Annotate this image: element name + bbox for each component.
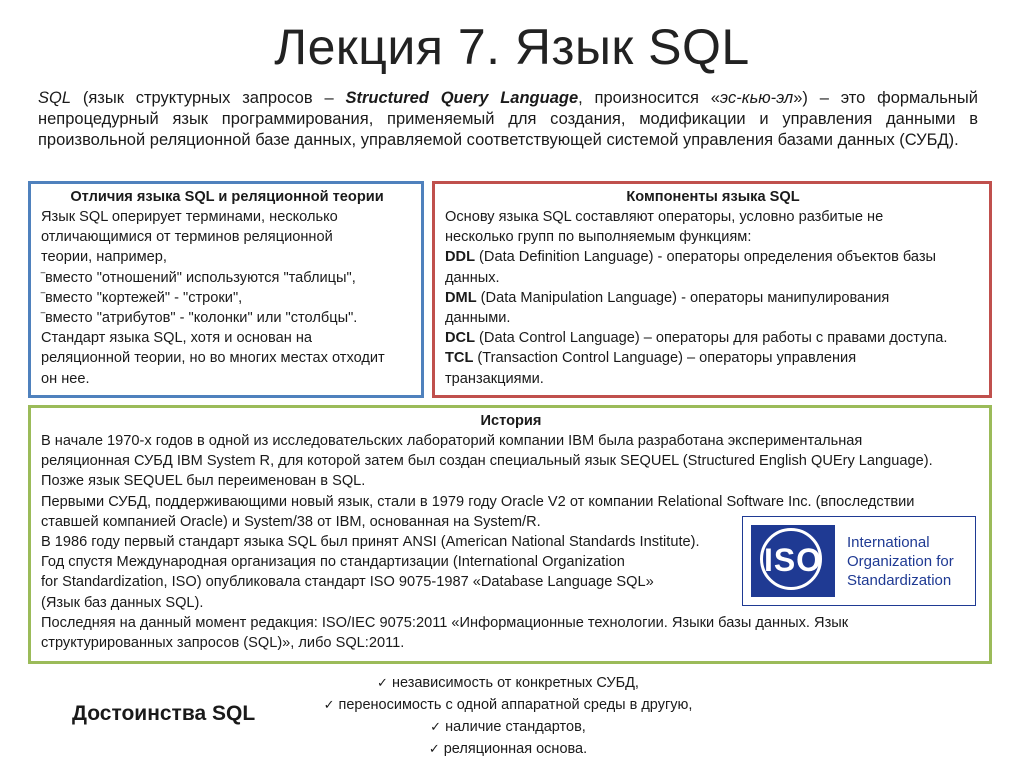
history-line: (Язык баз данных SQL). — [41, 594, 204, 611]
component-item-dml: DML (Data Manipulation Language) - операторы манипулирования — [445, 289, 890, 306]
history-line: В 1986 году первый стандарт языка SQL был принят ANSI (American National Standards Institute). — [41, 534, 700, 551]
iso-organization-name: International Organization for Standardization — [847, 534, 954, 589]
iso-logo — [742, 516, 976, 606]
dash-bullet-icon: ‾ — [41, 290, 45, 305]
differences-line: он нее. — [41, 370, 90, 387]
component-item-tcl: TCL (Transaction Control Language) – операторы управления — [445, 350, 857, 367]
history-line: Позже язык SEQUEL был переименован в SQL. — [41, 473, 366, 490]
history-line: структурированных запросов (SQL)», либо SQL:2011. — [41, 635, 405, 652]
dash-bullet-icon: ‾ — [41, 311, 45, 326]
component-item-ddl: DDL (Data Definition Language) - операторы определения объектов базы — [445, 249, 937, 266]
sql-term: SQL — [38, 89, 72, 107]
checkmark-icon: ✓ — [323, 697, 335, 712]
advantage-item: ✓ реляционная основа. — [428, 741, 588, 757]
checkmark-icon: ✓ — [377, 675, 388, 690]
history-line: В начале 1970-х годов в одной из исследовательских лабораторий компании IBM была разработана экспериментальная — [41, 433, 863, 449]
components-box — [432, 181, 992, 398]
differences-heading: Отличия языка SQL и реляционной теории — [70, 189, 384, 205]
history-line: Год спустя Международная организация по стандартизации (International Organization — [41, 554, 625, 571]
differences-line: Язык SQL оперирует терминами, несколько — [41, 209, 338, 225]
differences-line: Стандарт языка SQL, хотя и основан на — [41, 330, 313, 347]
intro-paragraph — [38, 88, 978, 151]
advantages-title: Достоинства SQL — [72, 702, 256, 725]
iso-mark-text: ISO — [763, 542, 823, 578]
differences-dash-item: ‾вместо "атрибутов" - "колонки" или "столбцы". — [41, 310, 358, 327]
sql-full-name: Structured Query Language — [345, 89, 579, 107]
component-item-dcl: DCL (Data Control Language) – операторы для работы с правами доступа. — [445, 330, 948, 347]
differences-line: теории, например, — [41, 249, 167, 266]
components-heading: Компоненты языка SQL — [626, 189, 800, 205]
differences-dash-item: ‾вместо "кортежей" - "строки", — [41, 289, 243, 306]
differences-line: отличающимися от терминов реляционной — [41, 229, 333, 246]
intro-text-3: ») – это формальный непроцедурный язык программирования, применяемый для создания, модификации и управления данными в произвольной реляционной базе данных, управляемой соответствующей системой управления базами данных (СУБД). — [38, 89, 978, 149]
intro-text-2: , произносится « — [578, 89, 720, 107]
advantage-item: ✓ независимость от конкретных СУБД, — [377, 675, 639, 691]
page-title: Лекция 7. Язык SQL — [274, 19, 750, 75]
pronunciation: эс-кью-эл — [719, 89, 794, 107]
history-heading: История — [480, 413, 542, 429]
intro-text-1: (язык структурных запросов – — [71, 89, 346, 107]
advantages-list — [280, 672, 736, 760]
component-item-dml-cont: данными. — [445, 310, 511, 327]
dash-bullet-icon: ‾ — [41, 270, 45, 285]
history-line: реляционная СУБД IBM System R, для которой затем был создан специальный язык SEQUEL (Structured English QUEry Language). — [41, 453, 933, 470]
history-line: ставшей компанией Oracle) и System/38 от IBM, основанная на System/R. — [41, 513, 541, 530]
history-line: for Standardization, ISO) опубликовала стандарт ISO 9075-1987 «Database Language SQL» — [41, 574, 654, 591]
advantage-item: ✓ наличие стандартов, — [430, 719, 586, 735]
component-item-ddl-cont: данных. — [445, 269, 500, 286]
history-line: Первыми СУБД, поддерживающими новый язык, стали в 1979 году Oracle V2 от компании Relational Software Inc. (впоследствии — [41, 493, 915, 510]
advantage-item: ✓ переносимость с одной аппаратной среды в другую, — [323, 697, 693, 713]
differences-box — [28, 181, 424, 398]
components-intro-line: Основу языка SQL составляют операторы, условно разбитые не — [445, 209, 884, 225]
history-line: Последняя на данный момент редакция: ISO/IEC 9075:2011 «Информационные технологии. Языки базы данных. Язык — [41, 614, 849, 631]
iso-mark-icon — [751, 525, 835, 597]
checkmark-icon: ✓ — [428, 741, 440, 756]
differences-line: реляционной теории, но во многих местах отходит — [41, 350, 385, 367]
component-item-tcl-cont: транзакциями. — [445, 370, 544, 387]
differences-dash-item: ‾вместо "отношений" используются "таблицы", — [41, 269, 356, 286]
components-intro-line: несколько групп по выполняемым функциям: — [445, 229, 752, 246]
checkmark-icon: ✓ — [430, 719, 442, 734]
